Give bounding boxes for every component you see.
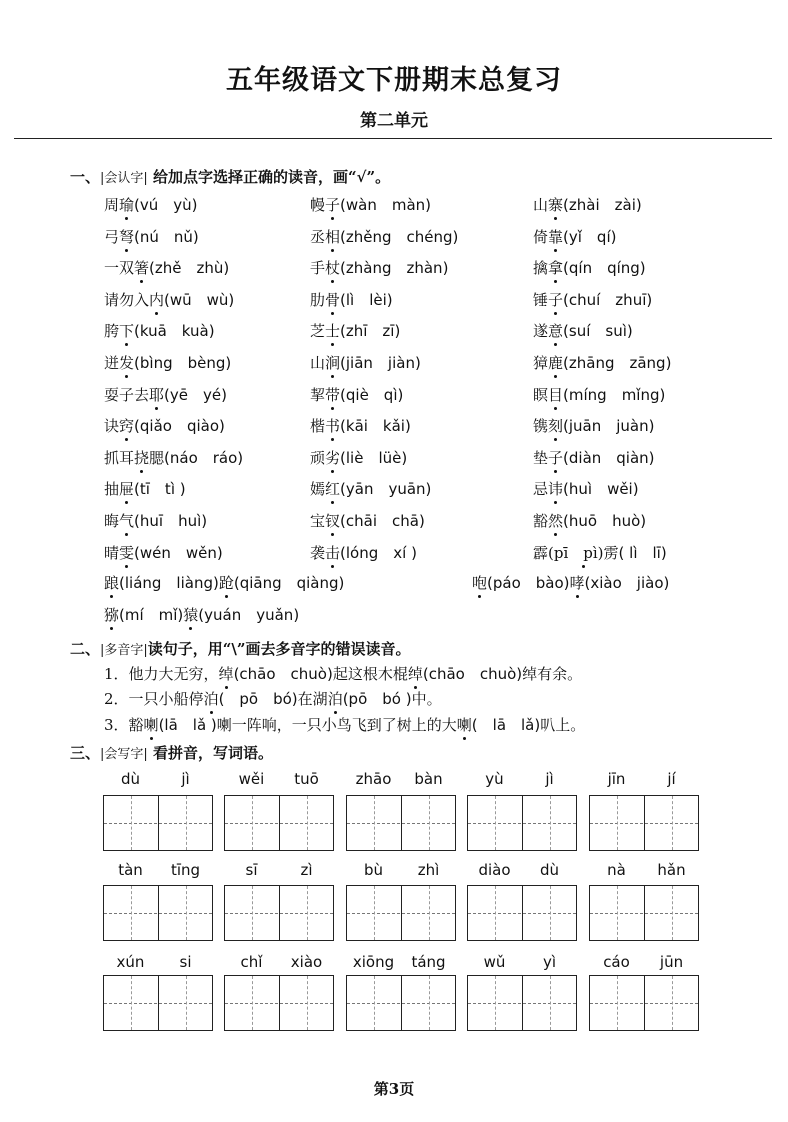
pinyin-options: (nú nǔ) — [134, 227, 199, 246]
pinyin-options: (diàn qiàn) — [563, 448, 655, 467]
pinyin-syllable: jì — [181, 770, 190, 788]
pinyin-options: (liè lüè) — [340, 448, 408, 467]
section-number: 二、 — [70, 640, 101, 658]
reading-item — [310, 226, 458, 247]
writing-box[interactable] — [346, 885, 456, 941]
pinyin-options: (vú yù) — [134, 196, 198, 214]
word-prefix: 豁 — [533, 512, 549, 530]
dotted-char: 内 — [149, 290, 165, 309]
dotted-char: 士 — [325, 322, 341, 341]
reading-item — [533, 226, 616, 247]
pinyin-options: ( pō bó) — [218, 690, 298, 708]
pinyin-syllable: yì — [542, 953, 557, 971]
writing-box[interactable] — [103, 795, 213, 851]
pinyin-syllable: dù — [539, 861, 560, 879]
writing-box[interactable] — [467, 795, 577, 851]
word-prefix: 獐 — [533, 354, 549, 372]
grid-guide-line — [131, 886, 132, 940]
grid-guide-line — [104, 913, 212, 914]
writing-box[interactable] — [589, 975, 699, 1031]
pinyin-options: (wàn màn) — [340, 196, 432, 214]
writing-box[interactable] — [346, 795, 456, 851]
reading-item — [533, 352, 671, 373]
pinyin-options: (zhài zài) — [563, 196, 642, 214]
writing-box[interactable] — [346, 975, 456, 1031]
sentence-3 — [104, 714, 585, 735]
dotted-char: 发 — [119, 354, 135, 372]
word-prefix: 锤 — [533, 290, 549, 309]
dotted-char: 鹿 — [548, 354, 564, 372]
pinyin-options: (wū wù) — [164, 290, 235, 309]
pinyin-syllable: zhì — [417, 861, 440, 879]
reading-item — [533, 289, 652, 310]
page-title: 五年级语文下册期末总复习 — [226, 65, 562, 96]
writing-box[interactable] — [103, 975, 213, 1031]
pinyin-options: (huō huò) — [563, 512, 647, 530]
pinyin-syllable: wěi — [238, 770, 265, 788]
word-prefix: 山 — [310, 354, 326, 372]
grid-guide-line — [429, 886, 430, 940]
reading-item-extra — [472, 572, 669, 593]
grid-guide-line — [617, 796, 618, 850]
pinyin-options: (zhàng zhàn) — [340, 259, 449, 278]
word-prefix: 山 — [533, 196, 549, 214]
dotted-char: 绰 — [218, 665, 234, 683]
dotted-char: 靠 — [548, 227, 564, 246]
word-prefix: 肋 — [310, 290, 326, 309]
word-prefix: 顽 — [310, 448, 326, 467]
reading-item — [310, 510, 425, 531]
reading-item — [533, 320, 633, 341]
pinyin-options: (wén wěn) — [134, 543, 223, 562]
grid-guide-line — [104, 1003, 212, 1004]
sentence-text: 2．一只小船停 — [104, 690, 204, 708]
writing-box[interactable] — [224, 975, 334, 1031]
grid-guide-line — [252, 886, 253, 940]
dotted-char: 猿 — [183, 606, 199, 624]
pinyin-options: (lóng xí ) — [340, 543, 417, 562]
pinyin-syllable: yù — [485, 770, 504, 788]
reading-item — [104, 194, 198, 215]
reading-item — [310, 289, 393, 310]
grid-guide-line — [374, 796, 375, 850]
pinyin-syllable: jūn — [659, 953, 684, 971]
sentence-2 — [104, 688, 442, 709]
grid-guide-line — [347, 913, 455, 914]
word-prefix: 迸 — [104, 354, 120, 372]
sentence-text: 绰有余。 — [522, 665, 583, 683]
dotted-char: 泊 — [203, 690, 219, 708]
pinyin-syllable: tàn — [118, 861, 143, 879]
reading-item — [310, 478, 431, 499]
section-instruction: 读句子，用“\”画去多音字的错误读音。 — [147, 640, 411, 658]
dotted-char: 下 — [119, 322, 135, 341]
dotted-char: 挠 — [134, 448, 150, 467]
pinyin-syllable: xiào — [290, 953, 323, 971]
unit-subtitle: 第二单元 — [360, 111, 428, 131]
pinyin-options: (chāo chuò) — [233, 665, 333, 683]
grid-guide-line — [495, 796, 496, 850]
grid-guide-line — [347, 1003, 455, 1004]
section-number: 三、 — [70, 744, 101, 762]
sentence-text: 在湖 — [297, 690, 328, 708]
dotted-char: 泊 — [327, 690, 343, 708]
reading-item — [533, 542, 667, 563]
grid-guide-line — [307, 976, 308, 1030]
reading-item — [533, 447, 655, 468]
pinyin-options: ( lā lǎ) — [471, 716, 541, 734]
reading-item — [104, 257, 229, 278]
grid-guide-line — [672, 886, 673, 940]
divider — [14, 138, 772, 139]
grid-guide-line — [672, 796, 673, 850]
writing-box[interactable] — [589, 795, 699, 851]
pinyin-syllable: hǎn — [657, 861, 686, 879]
section-tag: |会认字| — [100, 171, 148, 186]
pinyin-options: (bìng bèng) — [134, 354, 232, 372]
pinyin-options: (lā lǎ ) — [158, 716, 217, 734]
dotted-char: 拿 — [548, 259, 564, 278]
pinyin-options: (chāo chuò) — [422, 665, 523, 683]
word-prefix: 晴 — [104, 543, 120, 562]
dotted-char: 跄 — [218, 574, 234, 592]
dotted-char: (pī pì)雳 — [548, 543, 619, 562]
reading-item — [310, 352, 421, 373]
dotted-char: 寨 — [548, 196, 564, 214]
pinyin-syllable: cáo — [603, 953, 630, 971]
pinyin-syllable: bù — [363, 861, 384, 879]
pinyin-options: (juān juàn) — [563, 417, 655, 436]
reading-item — [310, 447, 407, 468]
pinyin-options: ( lì lī) — [618, 543, 667, 562]
pinyin-options: (huì wěi) — [563, 480, 639, 499]
reading-item — [104, 415, 225, 436]
dotted-char: 弩 — [119, 227, 135, 246]
dotted-char: 子 — [548, 448, 564, 467]
dotted-char: 咆 — [472, 574, 488, 592]
grid-guide-line — [307, 886, 308, 940]
reading-item — [310, 384, 403, 405]
dotted-char: 骨 — [325, 290, 341, 309]
reading-item — [104, 384, 227, 405]
pinyin-syllable: táng — [411, 953, 446, 971]
section-number: 一、 — [70, 168, 101, 186]
grid-guide-line — [186, 796, 187, 850]
grid-guide-line — [495, 976, 496, 1030]
grid-guide-line — [590, 823, 698, 824]
reading-item — [533, 384, 665, 405]
writing-box[interactable] — [467, 975, 577, 1031]
word-prefix: 一双 — [104, 259, 135, 278]
grid-guide-line — [495, 886, 496, 940]
dotted-char: 击 — [325, 543, 341, 562]
reading-item — [533, 415, 654, 436]
pinyin-options: (liáng liàng) — [119, 574, 219, 592]
pinyin-syllable: si — [179, 953, 192, 971]
dotted-char: 讳 — [548, 480, 564, 499]
reading-item — [533, 510, 646, 531]
dotted-char: 子 — [548, 290, 564, 309]
reading-item-extra — [104, 572, 344, 593]
writing-box[interactable] — [103, 885, 213, 941]
grid-guide-line — [225, 823, 333, 824]
section-1-heading — [70, 166, 390, 187]
reading-item — [104, 447, 243, 468]
pinyin-options: (yǐ qí) — [563, 227, 617, 246]
reading-item — [310, 542, 417, 563]
reading-item — [533, 194, 642, 215]
dotted-char: 踉 — [104, 574, 120, 592]
pinyin-syllable: jīn — [607, 770, 626, 788]
word-prefix: 垫 — [533, 448, 549, 467]
dotted-char: 劣 — [325, 448, 341, 467]
pinyin-syllable: sī — [245, 861, 258, 879]
dotted-char: 雯 — [119, 543, 135, 562]
sentence-1 — [104, 663, 582, 684]
grid-guide-line — [617, 976, 618, 1030]
pinyin-options: (xiào jiào) — [584, 574, 670, 592]
grid-guide-line — [225, 913, 333, 914]
grid-guide-line — [550, 796, 551, 850]
reading-item — [104, 289, 234, 310]
section-2-heading — [70, 638, 411, 659]
grid-guide-line — [374, 976, 375, 1030]
dotted-char: 屉 — [119, 480, 135, 499]
pinyin-options: (jiān jiàn) — [340, 354, 421, 372]
word-prefix: 擒 — [533, 259, 549, 278]
word-prefix: 嫣 — [310, 480, 326, 499]
pinyin-options: (zhěng chéng) — [340, 227, 459, 246]
word-prefix: 芝 — [310, 322, 326, 341]
grid-guide-line — [550, 976, 551, 1030]
reading-item — [104, 320, 215, 341]
pinyin-syllable: zhāo — [355, 770, 392, 788]
pinyin-options: (qiāng qiàng) — [233, 574, 345, 592]
reading-item-extra — [104, 604, 299, 625]
pinyin-options: (tī tì ) — [134, 480, 186, 499]
grid-guide-line — [429, 796, 430, 850]
dotted-char: 绰 — [407, 665, 423, 683]
grid-guide-line — [468, 913, 576, 914]
pinyin-syllable: xiōng — [352, 953, 395, 971]
grid-guide-line — [468, 823, 576, 824]
word-prefix: 晦 — [104, 512, 120, 530]
writing-box[interactable] — [224, 885, 334, 941]
word-prefix: 胯 — [104, 322, 120, 341]
dotted-char: 喇 — [143, 716, 159, 734]
grid-guide-line — [550, 886, 551, 940]
pinyin-options: (chuí zhuī) — [563, 290, 653, 309]
reading-item — [310, 415, 411, 436]
word-prefix: 袭 — [310, 543, 326, 562]
word-prefix: 倚 — [533, 227, 549, 246]
dotted-char: 喇 — [456, 716, 472, 734]
reading-item — [104, 478, 186, 499]
grid-guide-line — [104, 823, 212, 824]
word-prefix: 周 — [104, 196, 120, 214]
dotted-char: 气 — [119, 512, 135, 530]
dotted-char: 哮 — [569, 574, 585, 592]
reading-item — [533, 478, 639, 499]
word-prefix: 楷 — [310, 417, 326, 436]
section-tag: |会写字| — [100, 747, 148, 762]
grid-guide-line — [429, 976, 430, 1030]
reading-item — [310, 194, 431, 215]
grid-guide-line — [252, 796, 253, 850]
grid-guide-line — [186, 976, 187, 1030]
dotted-char: 红 — [325, 480, 341, 499]
word-prefix: 诀 — [104, 417, 120, 436]
sentence-text: 叭上。 — [540, 716, 586, 734]
dotted-char: 猕 — [104, 606, 120, 624]
pinyin-options: (huī huì) — [134, 512, 208, 530]
dotted-char: 目 — [548, 385, 564, 404]
grid-guide-line — [186, 886, 187, 940]
writing-box[interactable] — [224, 795, 334, 851]
section-3-heading — [70, 742, 273, 763]
reading-item — [104, 510, 207, 531]
word-prefix: 遂 — [533, 322, 549, 341]
sentence-text: 3．豁 — [104, 716, 144, 734]
pinyin-options: (yē yé) — [164, 385, 227, 404]
word-prefix: 丞 — [310, 227, 326, 246]
pinyin-options: (qiè qì) — [340, 385, 404, 404]
grid-guide-line — [252, 976, 253, 1030]
section-tag: |多音字| — [100, 643, 148, 658]
pinyin-syllable: jí — [667, 770, 676, 788]
grid-guide-line — [672, 976, 673, 1030]
pinyin-options: (míng mǐng) — [563, 385, 666, 404]
pinyin-syllable: tīng — [170, 861, 201, 879]
pinyin-syllable: jì — [545, 770, 554, 788]
reading-item — [104, 226, 199, 247]
dotted-char: 涧 — [325, 354, 341, 372]
pinyin-options: (zhāng zāng) — [563, 354, 672, 372]
pinyin-options: (páo bào) — [487, 574, 570, 592]
dotted-char: 杖 — [325, 259, 341, 278]
dotted-char: 子 — [325, 196, 341, 214]
word-prefix: 抓耳 — [104, 448, 135, 467]
sentence-text: 喇一阵响，一只小鸟飞到了树上的大 — [216, 716, 457, 734]
pinyin-options: (qiǎo qiào) — [134, 417, 225, 436]
word-prefix: 瞑 — [533, 385, 549, 404]
word-prefix: 宝 — [310, 512, 326, 530]
word-prefix: 请勿入 — [104, 290, 150, 309]
pinyin-options: (suí suì) — [563, 322, 633, 341]
dotted-char: 钗 — [325, 512, 341, 530]
word-prefix: 忌 — [533, 480, 549, 499]
pinyin-syllable: zì — [300, 861, 313, 879]
word-prefix: 霹 — [533, 543, 549, 562]
dotted-char: 带 — [325, 385, 341, 404]
reading-item — [104, 542, 223, 563]
pinyin-syllable: wǔ — [483, 953, 506, 971]
grid-guide-line — [131, 796, 132, 850]
dotted-char: 瑜 — [119, 196, 135, 214]
reading-item — [533, 257, 646, 278]
pinyin-options: (qín qíng) — [563, 259, 646, 278]
pinyin-syllable: bàn — [414, 770, 443, 788]
section-instruction: 给加点字选择正确的读音，画“√”。 — [147, 168, 391, 186]
dotted-char: 书 — [325, 417, 341, 436]
pinyin-options: (zhě zhù) — [149, 259, 230, 278]
sentence-text: 中。 — [411, 690, 442, 708]
pinyin-syllable: dù — [120, 770, 141, 788]
pinyin-options: (kuā kuà) — [134, 322, 215, 341]
word-prefix: 幔 — [310, 196, 326, 214]
pinyin-options: (chāi chā) — [340, 512, 425, 530]
grid-guide-line — [590, 913, 698, 914]
pinyin-syllable: diào — [478, 861, 511, 879]
word-prefix: 弓 — [104, 227, 120, 246]
pinyin-syllable: nà — [607, 861, 626, 879]
grid-guide-line — [307, 796, 308, 850]
dotted-char: 意 — [548, 322, 564, 341]
word-prefix: 耍子去 — [104, 385, 150, 404]
grid-guide-line — [131, 976, 132, 1030]
reading-item — [104, 352, 231, 373]
word-prefix: 手 — [310, 259, 326, 278]
dotted-char: 耶 — [149, 385, 165, 404]
grid-guide-line — [347, 823, 455, 824]
pinyin-syllable: tuō — [294, 770, 319, 788]
pinyin-syllable: chǐ — [240, 953, 263, 971]
page-number: 第3页 — [373, 1080, 415, 1098]
sentence-text: 1．他力大无穷， — [104, 665, 219, 683]
writing-box[interactable] — [467, 885, 577, 941]
reading-item — [310, 320, 400, 341]
pinyin-options: 腮(náo ráo) — [149, 448, 244, 467]
pinyin-options: (pō bó ) — [342, 690, 412, 708]
grid-guide-line — [225, 1003, 333, 1004]
grid-guide-line — [468, 1003, 576, 1004]
grid-guide-line — [617, 886, 618, 940]
writing-box[interactable] — [589, 885, 699, 941]
reading-item — [310, 257, 448, 278]
word-prefix: 挈 — [310, 385, 326, 404]
pinyin-options: (kāi kǎi) — [340, 417, 411, 436]
pinyin-options: (mí mǐ) — [119, 606, 184, 624]
dotted-char: 箸 — [134, 259, 150, 278]
sentence-text: 起这根木棍 — [332, 665, 408, 683]
grid-guide-line — [590, 1003, 698, 1004]
pinyin-options: (lì lèi) — [340, 290, 393, 309]
pinyin-options: (zhī zī) — [340, 322, 401, 341]
dotted-char: 刻 — [548, 417, 564, 436]
word-prefix: 抽 — [104, 480, 120, 499]
dotted-char: 相 — [325, 227, 341, 246]
pinyin-syllable: xún — [116, 953, 145, 971]
dotted-char: 窍 — [119, 417, 135, 436]
word-prefix: 镌 — [533, 417, 549, 436]
pinyin-options: (yān yuān) — [340, 480, 432, 499]
dotted-char: 然 — [548, 512, 564, 530]
grid-guide-line — [374, 886, 375, 940]
pinyin-options: (yuán yuǎn) — [198, 606, 300, 624]
section-instruction: 看拼音，写词语。 — [147, 744, 274, 762]
